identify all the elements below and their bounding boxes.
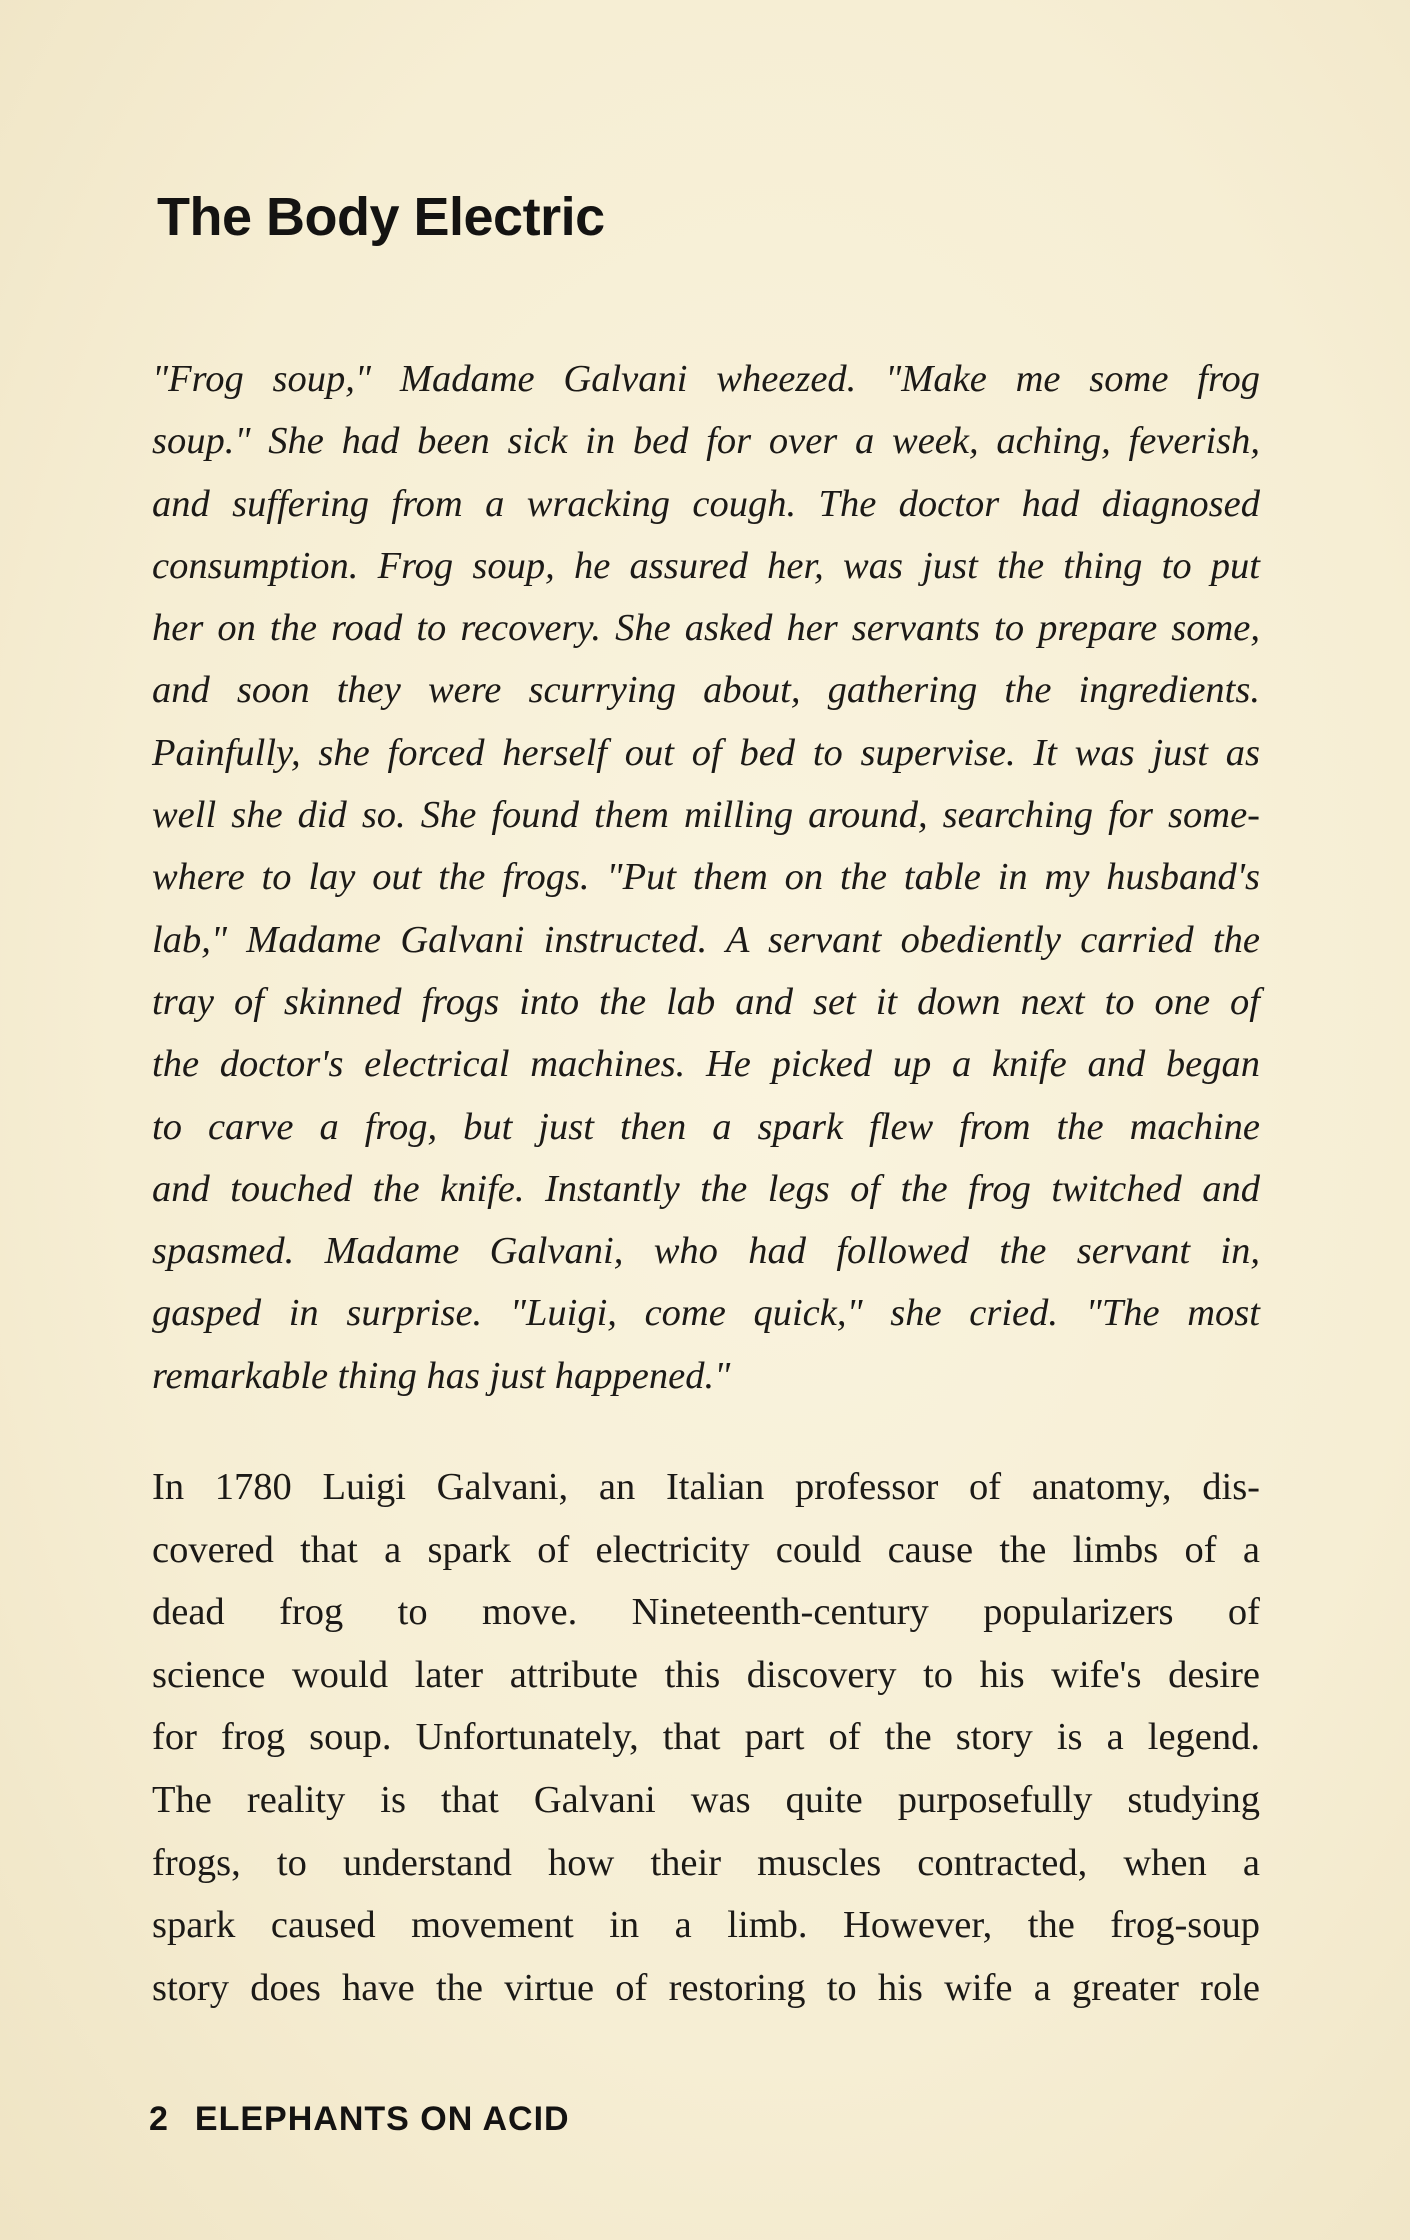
- text-line: story does have the virtue of restoring to his wife a greater role: [152, 1966, 1260, 2009]
- text-line: remarkable thing has just happened.": [152, 1354, 731, 1397]
- text-line: The reality is that Galvani was quite purposefully studying: [152, 1778, 1260, 1821]
- italic-opening-paragraph: [152, 348, 1260, 1407]
- text-line: In 1780 Luigi Galvani, an Italian professor of anatomy, dis-: [152, 1466, 1260, 1508]
- text-line: "Frog soup," Madame Galvani wheezed. "Make me some frog: [152, 358, 1260, 400]
- text-line: soup." She had been sick in bed for over a week, aching, feverish,: [152, 420, 1260, 463]
- text-line: where to lay out the frogs. "Put them on the table in my husband's: [152, 856, 1260, 899]
- text-line: tray of skinned frogs into the lab and set it down next to one of: [152, 980, 1260, 1023]
- text-line: gasped in surprise. "Luigi, come quick," she cried. "The most: [152, 1292, 1260, 1335]
- text-line: well she did so. She found them milling around, searching for some-: [152, 794, 1260, 837]
- text-line: and touched the knife. Instantly the legs of the frog twitched and: [152, 1167, 1260, 1210]
- text-line: Painfully, she forced herself out of bed to supervise. It was just as: [152, 731, 1260, 774]
- text-line: frogs, to understand how their muscles contracted, when a: [152, 1841, 1260, 1884]
- text-line: her on the road to recovery. She asked her servants to prepare some,: [152, 607, 1260, 650]
- body-paragraph: [152, 1456, 1260, 2019]
- page-number: 2: [149, 2100, 169, 2138]
- text-line: for frog soup. Unfortunately, that part of the story is a legend.: [152, 1716, 1260, 1759]
- text-line: consumption. Frog soup, he assured her, was just the thing to put: [152, 544, 1260, 587]
- text-line: the doctor's electrical machines. He picked up a knife and began: [152, 1043, 1260, 1086]
- text-line: lab," Madame Galvani instructed. A servant obediently carried the: [152, 918, 1260, 961]
- text-line: science would later attribute this discovery to his wife's desire: [152, 1653, 1260, 1696]
- text-line: and soon they were scurrying about, gathering the ingredients.: [152, 669, 1260, 712]
- text-line: spark caused movement in a limb. However, the frog-soup: [152, 1904, 1260, 1947]
- text-line: spasmed. Madame Galvani, who had followed the servant in,: [152, 1230, 1260, 1273]
- chapter-title: The Body Electric: [157, 187, 605, 247]
- page-footer: [149, 2100, 570, 2139]
- text-line: covered that a spark of electricity could cause the limbs of a: [152, 1528, 1260, 1571]
- text-line: to carve a frog, but just then a spark flew from the machine: [152, 1105, 1260, 1148]
- text-line: and suffering from a wracking cough. The doctor had diagnosed: [152, 482, 1260, 525]
- running-book-title: ELEPHANTS ON ACID: [194, 2100, 570, 2138]
- text-line: dead frog to move. Nineteenth-century popularizers of: [152, 1591, 1260, 1634]
